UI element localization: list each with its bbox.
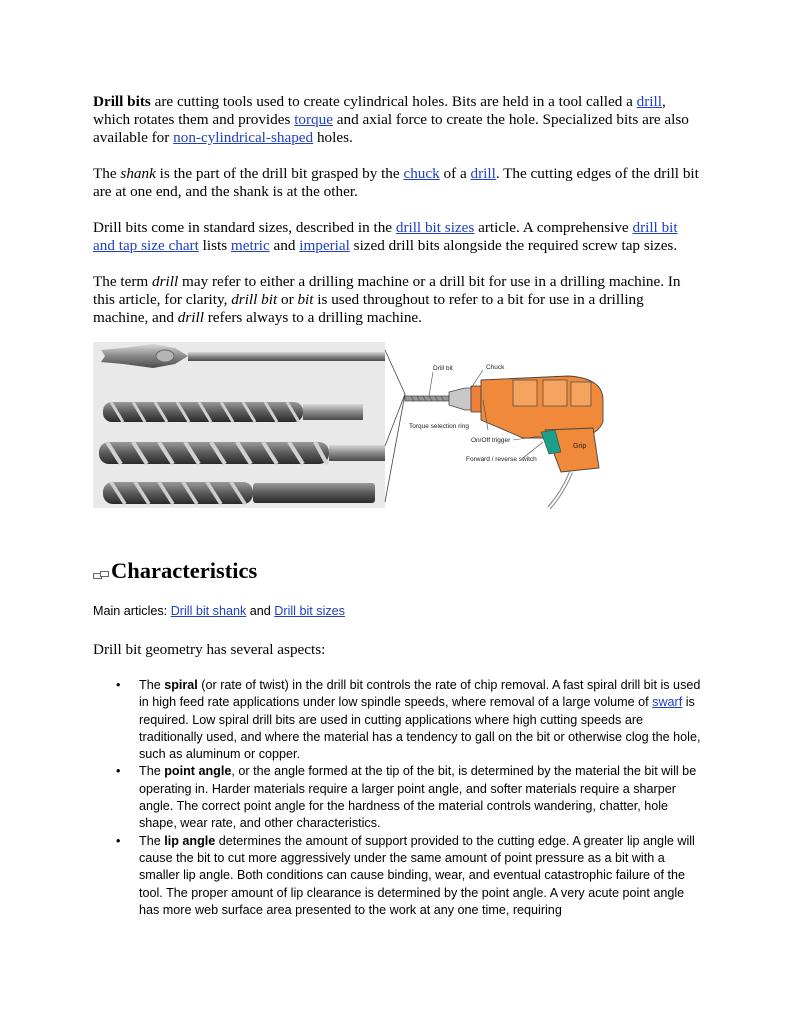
twist-bit-image (103, 482, 375, 504)
italic-shank: shank (120, 165, 156, 182)
text-span: and (269, 237, 300, 254)
italic-drill-bit: drill bit (231, 291, 278, 308)
text-span: article. A comprehensive (474, 219, 633, 236)
label-grip: Grip (573, 443, 587, 450)
link-swarf[interactable]: swarf (652, 695, 683, 710)
main-articles-prefix: Main articles: (93, 604, 171, 618)
text-span: The term (93, 273, 153, 290)
connector-lines (385, 350, 405, 502)
link-imperial[interactable]: imperial (299, 237, 350, 254)
drill-bits-figure (93, 342, 587, 510)
terminology-paragraph (93, 273, 699, 327)
list-item (112, 677, 702, 763)
text-span: or (277, 291, 298, 308)
geometry-intro: Drill bit geometry has several aspects: (93, 641, 326, 658)
link-drill-2[interactable]: drill (470, 165, 496, 182)
bold-term: point angle (164, 764, 232, 779)
text-span: holes. (313, 129, 353, 146)
italic-bit: bit (297, 291, 314, 308)
text-span: Drill bits come in standard sizes, described in the (93, 219, 396, 236)
text-span: may refer to either a drilling machine or a drill bit for use in a drilling machine. In this article, for clarity, (93, 273, 681, 308)
sizes-paragraph (93, 219, 699, 255)
bullet-glyph: • (116, 764, 121, 779)
bold-term: spiral (164, 678, 198, 692)
text-span: is used throughout to refer to a bit for use in a drilling machine, and (93, 291, 644, 326)
text-span: , or the angle formed at the tip of the bit, is determined by the material the bit will be operating in. Harder materials require a larger point angle, and softer materials require a sharper angle. The correct point angle for the hardness of the material controls wandering, chatter, hole shape, wear rate, and other characteristics. (139, 764, 697, 831)
label-direction-switch: Forward / reverse switch (466, 456, 537, 463)
link-drill-bit-shank[interactable]: Drill bit shank (170, 604, 247, 618)
edit-section-icon[interactable] (93, 569, 110, 581)
geometry-list (112, 677, 702, 919)
link-drill-bit-sizes[interactable]: drill bit sizes (395, 219, 475, 236)
bullet-glyph: • (116, 678, 121, 692)
text-span: The (93, 165, 121, 182)
italic-drill: drill (177, 309, 204, 326)
text-span: and (246, 604, 275, 618)
link-drill-bit-sizes-2[interactable]: Drill bit sizes (274, 604, 345, 618)
twist-bit-image (103, 402, 363, 422)
label-chuck: Chuck (486, 364, 505, 371)
label-trigger: On/Off trigger (471, 437, 511, 444)
drill-bits-photo (93, 342, 385, 508)
bold-term: lip angle (164, 833, 216, 848)
italic-drill: drill (152, 273, 179, 290)
text-span: (or rate of twist) in the drill bit controls the rate of chip removal. A fast spiral drill bit is used in high feed rate applications under low spindle speeds, where removal of a large volume of (139, 678, 701, 710)
text-span: are cutting tools used to create cylindrical holes. Bits are held in a tool called a (150, 93, 637, 110)
section-heading-text: Characteristics (111, 558, 258, 583)
text-span: sized drill bits alongside the required screw tap sizes. (349, 237, 678, 254)
link-torque[interactable]: torque (294, 111, 333, 128)
text-span: lists (198, 237, 231, 254)
intro-paragraph (93, 93, 699, 147)
text-span: is required. Low spiral drill bits are used in cutting applications where high cutting speeds are traditionally used, and where the material has a tendency to gall on the bit or otherwise clog the hole, such as aluminum or copper. (139, 695, 701, 762)
bullet-glyph: • (116, 833, 121, 848)
text-span: . The cutting edges of the drill bit are at one end, and the shank is at the other. (93, 165, 699, 200)
list-item (112, 763, 702, 832)
link-drill[interactable]: drill (636, 93, 662, 110)
text-span: refers always to a drilling machine. (203, 309, 422, 326)
text-span: The (139, 764, 165, 779)
text-span: , which rotates them and provides (93, 93, 666, 128)
section-heading (93, 558, 257, 584)
label-drill-bit: Drill bit (433, 365, 453, 372)
bold-term-drill-bits: Drill bits (93, 93, 151, 110)
label-torque-ring: Torque selection ring (409, 423, 469, 430)
text-span: and axial force to create the hole. Specialized bits are also available for (93, 111, 689, 146)
twist-bit-image (99, 442, 385, 464)
link-metric[interactable]: metric (230, 237, 270, 254)
text-span: is the part of the drill bit grasped by the (155, 165, 404, 182)
link-chuck[interactable]: chuck (403, 165, 440, 182)
text-span: determines the amount of support provided to the cutting edge. A greater lip angle will cause the bit to cut more aggressively under the same amount of point pressure as a bit with a smaller lip angle. Both conditions can cause binding, wear, and eventual catastrophic failure of the tool. The proper amount of lip clearance is determined by the point angle. A very acute point angle has more web surface area presented to the work at any one time, requiring (139, 833, 695, 917)
link-size-chart[interactable]: drill bit and tap size chart (93, 219, 678, 254)
list-item (112, 833, 702, 919)
main-articles-line (93, 604, 345, 618)
text-span: The (139, 833, 165, 848)
link-non-cylindrical-shaped[interactable]: non-cylindrical-shaped (173, 129, 314, 146)
shank-paragraph (93, 165, 699, 201)
text-span: The (139, 678, 165, 692)
drill-bits-illustration (93, 342, 587, 510)
text-span: of a (439, 165, 471, 182)
